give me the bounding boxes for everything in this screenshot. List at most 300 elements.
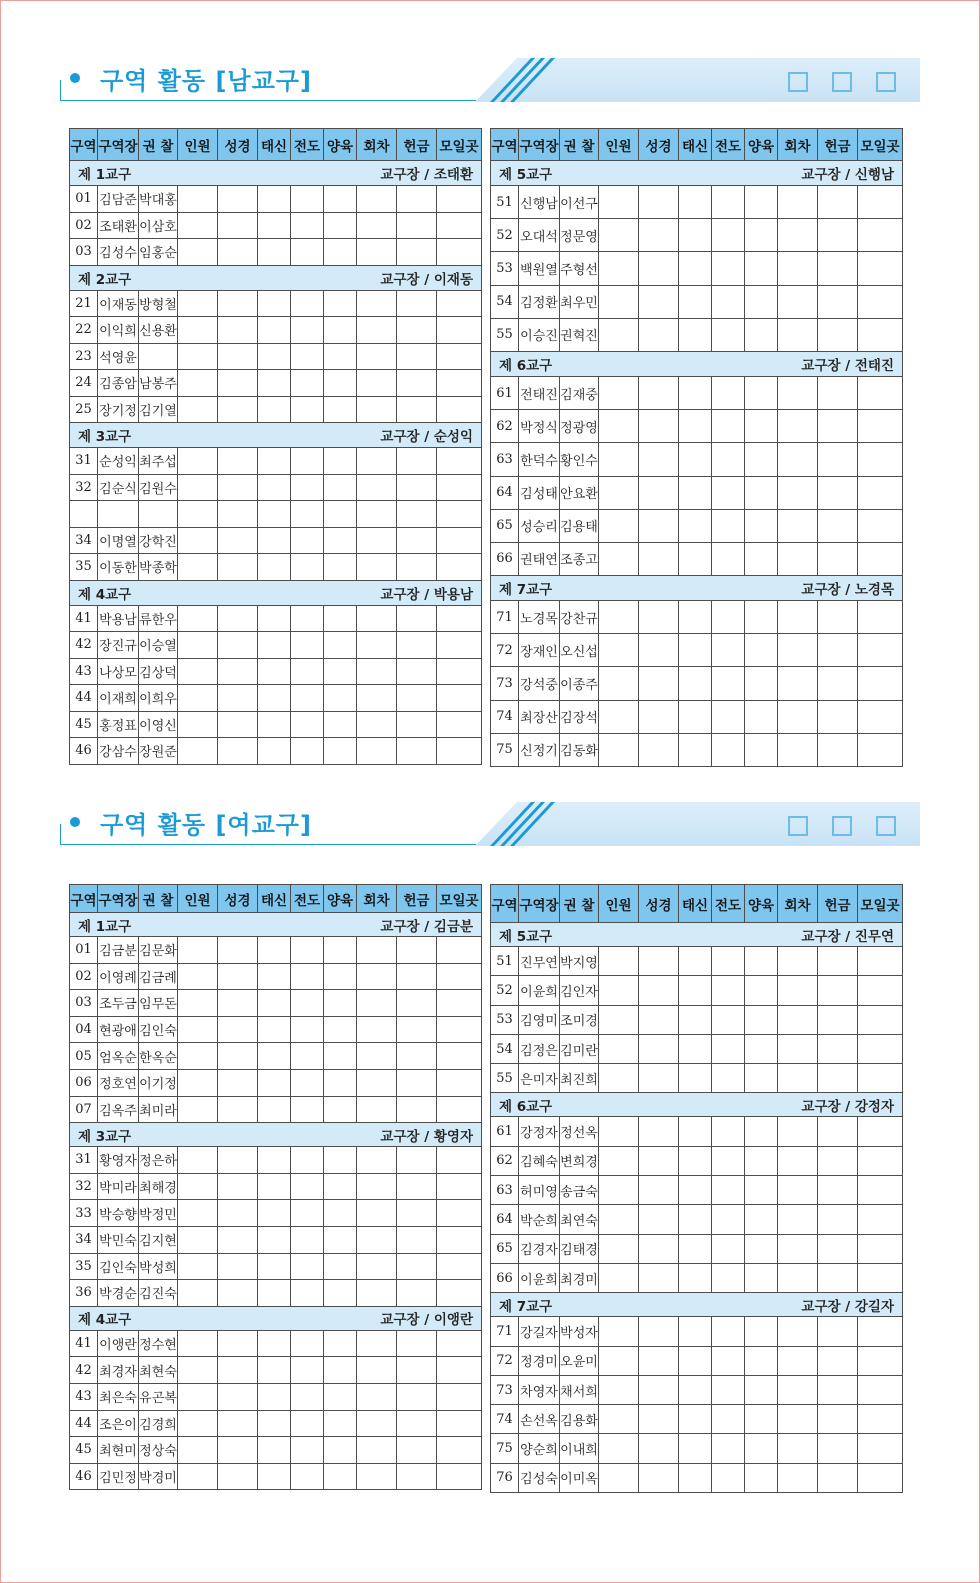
entry-cell[interactable]	[599, 733, 639, 766]
entry-cell[interactable]	[778, 1205, 818, 1234]
entry-cell[interactable]	[357, 1330, 397, 1357]
entry-cell[interactable]	[778, 700, 818, 733]
entry-cell[interactable]	[712, 252, 745, 285]
entry-cell[interactable]	[712, 947, 745, 976]
entry-cell[interactable]	[291, 738, 324, 765]
entry-cell[interactable]	[397, 711, 437, 738]
entry-cell[interactable]	[679, 1034, 712, 1063]
entry-cell[interactable]	[397, 1253, 437, 1280]
entry-cell[interactable]	[858, 1117, 903, 1146]
entry-cell[interactable]	[397, 1463, 437, 1490]
entry-cell[interactable]	[858, 443, 903, 476]
entry-cell[interactable]	[745, 476, 778, 509]
entry-cell[interactable]	[218, 1043, 258, 1070]
entry-cell[interactable]	[178, 1463, 218, 1490]
entry-cell[interactable]	[818, 667, 858, 700]
entry-cell[interactable]	[291, 212, 324, 239]
entry-cell[interactable]	[639, 1463, 679, 1492]
entry-cell[interactable]	[291, 343, 324, 370]
entry-cell[interactable]	[397, 1200, 437, 1227]
entry-cell[interactable]	[745, 634, 778, 667]
entry-cell[interactable]	[357, 738, 397, 765]
entry-cell[interactable]	[291, 1069, 324, 1096]
entry-cell[interactable]	[291, 1357, 324, 1384]
entry-cell[interactable]	[357, 1226, 397, 1253]
entry-cell[interactable]	[712, 1434, 745, 1463]
entry-cell[interactable]	[357, 1043, 397, 1070]
entry-cell[interactable]	[818, 1234, 858, 1263]
entry-cell[interactable]	[599, 1034, 639, 1063]
entry-cell[interactable]	[679, 186, 712, 219]
entry-cell[interactable]	[778, 1317, 818, 1346]
entry-cell[interactable]	[679, 700, 712, 733]
entry-cell[interactable]	[437, 527, 482, 554]
entry-cell[interactable]	[858, 634, 903, 667]
entry-cell[interactable]	[324, 474, 357, 501]
entry-cell[interactable]	[178, 1226, 218, 1253]
entry-cell[interactable]	[324, 711, 357, 738]
entry-cell[interactable]	[357, 1147, 397, 1174]
entry-cell[interactable]	[818, 1317, 858, 1346]
entry-cell[interactable]	[745, 601, 778, 634]
entry-cell[interactable]	[357, 1096, 397, 1123]
entry-cell[interactable]	[357, 1200, 397, 1227]
entry-cell[interactable]	[437, 554, 482, 581]
entry-cell[interactable]	[397, 370, 437, 397]
entry-cell[interactable]	[599, 1176, 639, 1205]
entry-cell[interactable]	[258, 1069, 291, 1096]
entry-cell[interactable]	[712, 1234, 745, 1263]
entry-cell[interactable]	[818, 318, 858, 351]
entry-cell[interactable]	[291, 1200, 324, 1227]
entry-cell[interactable]	[397, 396, 437, 423]
entry-cell[interactable]	[324, 448, 357, 475]
entry-cell[interactable]	[639, 285, 679, 318]
entry-cell[interactable]	[324, 1043, 357, 1070]
entry-cell[interactable]	[397, 317, 437, 344]
entry-cell[interactable]	[324, 605, 357, 632]
entry-cell[interactable]	[437, 738, 482, 765]
entry-cell[interactable]	[639, 1064, 679, 1093]
entry-cell[interactable]	[639, 376, 679, 409]
entry-cell[interactable]	[437, 212, 482, 239]
entry-cell[interactable]	[397, 1173, 437, 1200]
entry-cell[interactable]	[599, 1146, 639, 1175]
entry-cell[interactable]	[218, 501, 258, 528]
entry-cell[interactable]	[712, 1064, 745, 1093]
entry-cell[interactable]	[818, 947, 858, 976]
entry-cell[interactable]	[397, 685, 437, 712]
entry-cell[interactable]	[218, 1200, 258, 1227]
entry-cell[interactable]	[858, 667, 903, 700]
entry-cell[interactable]	[291, 554, 324, 581]
entry-cell[interactable]	[745, 1434, 778, 1463]
entry-cell[interactable]	[858, 601, 903, 634]
entry-cell[interactable]	[818, 700, 858, 733]
entry-cell[interactable]	[712, 601, 745, 634]
entry-cell[interactable]	[745, 1263, 778, 1292]
entry-cell[interactable]	[258, 370, 291, 397]
entry-cell[interactable]	[639, 1405, 679, 1434]
entry-cell[interactable]	[357, 239, 397, 266]
entry-cell[interactable]	[639, 1117, 679, 1146]
entry-cell[interactable]	[818, 1434, 858, 1463]
entry-cell[interactable]	[778, 601, 818, 634]
entry-cell[interactable]	[258, 1200, 291, 1227]
entry-cell[interactable]	[324, 1330, 357, 1357]
entry-cell[interactable]	[437, 317, 482, 344]
entry-cell[interactable]	[818, 1405, 858, 1434]
entry-cell[interactable]	[745, 186, 778, 219]
entry-cell[interactable]	[712, 1117, 745, 1146]
entry-cell[interactable]	[218, 1463, 258, 1490]
entry-cell[interactable]	[218, 554, 258, 581]
entry-cell[interactable]	[178, 990, 218, 1017]
entry-cell[interactable]	[291, 1096, 324, 1123]
entry-cell[interactable]	[258, 1253, 291, 1280]
entry-cell[interactable]	[178, 632, 218, 659]
entry-cell[interactable]	[778, 1434, 818, 1463]
entry-cell[interactable]	[745, 1117, 778, 1146]
entry-cell[interactable]	[778, 509, 818, 542]
entry-cell[interactable]	[258, 186, 291, 213]
entry-cell[interactable]	[258, 605, 291, 632]
entry-cell[interactable]	[858, 186, 903, 219]
entry-cell[interactable]	[218, 1357, 258, 1384]
entry-cell[interactable]	[745, 667, 778, 700]
entry-cell[interactable]	[639, 318, 679, 351]
entry-cell[interactable]	[357, 212, 397, 239]
entry-cell[interactable]	[639, 947, 679, 976]
entry-cell[interactable]	[178, 1069, 218, 1096]
entry-cell[interactable]	[599, 1234, 639, 1263]
entry-cell[interactable]	[745, 1005, 778, 1034]
entry-cell[interactable]	[778, 1405, 818, 1434]
entry-cell[interactable]	[258, 1043, 291, 1070]
entry-cell[interactable]	[679, 219, 712, 252]
entry-cell[interactable]	[858, 509, 903, 542]
entry-cell[interactable]	[778, 976, 818, 1005]
entry-cell[interactable]	[639, 1146, 679, 1175]
entry-cell[interactable]	[218, 990, 258, 1017]
entry-cell[interactable]	[818, 376, 858, 409]
entry-cell[interactable]	[258, 738, 291, 765]
entry-cell[interactable]	[291, 239, 324, 266]
entry-cell[interactable]	[679, 285, 712, 318]
entry-cell[interactable]	[712, 318, 745, 351]
entry-cell[interactable]	[639, 1005, 679, 1034]
entry-cell[interactable]	[291, 1147, 324, 1174]
entry-cell[interactable]	[397, 658, 437, 685]
entry-cell[interactable]	[639, 186, 679, 219]
entry-cell[interactable]	[178, 239, 218, 266]
entry-cell[interactable]	[397, 239, 437, 266]
entry-cell[interactable]	[599, 1346, 639, 1375]
entry-cell[interactable]	[397, 554, 437, 581]
entry-cell[interactable]	[818, 1346, 858, 1375]
entry-cell[interactable]	[357, 527, 397, 554]
entry-cell[interactable]	[324, 1096, 357, 1123]
entry-cell[interactable]	[291, 448, 324, 475]
entry-cell[interactable]	[437, 501, 482, 528]
entry-cell[interactable]	[437, 937, 482, 964]
entry-cell[interactable]	[178, 685, 218, 712]
entry-cell[interactable]	[858, 376, 903, 409]
entry-cell[interactable]	[218, 448, 258, 475]
entry-cell[interactable]	[745, 1034, 778, 1063]
entry-cell[interactable]	[599, 410, 639, 443]
entry-cell[interactable]	[357, 474, 397, 501]
entry-cell[interactable]	[712, 634, 745, 667]
entry-cell[interactable]	[258, 1410, 291, 1437]
entry-cell[interactable]	[397, 963, 437, 990]
entry-cell[interactable]	[778, 542, 818, 575]
entry-cell[interactable]	[639, 443, 679, 476]
entry-cell[interactable]	[397, 1096, 437, 1123]
entry-cell[interactable]	[639, 700, 679, 733]
entry-cell[interactable]	[218, 1253, 258, 1280]
entry-cell[interactable]	[397, 1016, 437, 1043]
entry-cell[interactable]	[218, 1437, 258, 1464]
entry-cell[interactable]	[324, 212, 357, 239]
entry-cell[interactable]	[178, 1043, 218, 1070]
entry-cell[interactable]	[679, 601, 712, 634]
entry-cell[interactable]	[679, 1375, 712, 1404]
entry-cell[interactable]	[178, 1096, 218, 1123]
entry-cell[interactable]	[818, 285, 858, 318]
entry-cell[interactable]	[599, 667, 639, 700]
entry-cell[interactable]	[858, 1434, 903, 1463]
entry-cell[interactable]	[258, 632, 291, 659]
entry-cell[interactable]	[324, 527, 357, 554]
entry-cell[interactable]	[679, 509, 712, 542]
entry-cell[interactable]	[324, 632, 357, 659]
entry-cell[interactable]	[818, 252, 858, 285]
entry-cell[interactable]	[357, 1280, 397, 1307]
entry-cell[interactable]	[258, 317, 291, 344]
entry-cell[interactable]	[357, 1253, 397, 1280]
entry-cell[interactable]	[679, 410, 712, 443]
entry-cell[interactable]	[258, 474, 291, 501]
entry-cell[interactable]	[357, 1463, 397, 1490]
entry-cell[interactable]	[599, 186, 639, 219]
entry-cell[interactable]	[258, 685, 291, 712]
entry-cell[interactable]	[712, 410, 745, 443]
entry-cell[interactable]	[679, 947, 712, 976]
entry-cell[interactable]	[397, 1357, 437, 1384]
entry-cell[interactable]	[712, 1176, 745, 1205]
entry-cell[interactable]	[745, 976, 778, 1005]
entry-cell[interactable]	[745, 219, 778, 252]
entry-cell[interactable]	[178, 1357, 218, 1384]
entry-cell[interactable]	[599, 1205, 639, 1234]
entry-cell[interactable]	[258, 963, 291, 990]
entry-cell[interactable]	[291, 1016, 324, 1043]
entry-cell[interactable]	[679, 252, 712, 285]
entry-cell[interactable]	[858, 1317, 903, 1346]
entry-cell[interactable]	[778, 1034, 818, 1063]
entry-cell[interactable]	[818, 186, 858, 219]
entry-cell[interactable]	[357, 1069, 397, 1096]
entry-cell[interactable]	[858, 947, 903, 976]
entry-cell[interactable]	[357, 290, 397, 317]
entry-cell[interactable]	[218, 711, 258, 738]
entry-cell[interactable]	[324, 1383, 357, 1410]
entry-cell[interactable]	[218, 605, 258, 632]
entry-cell[interactable]	[778, 1005, 818, 1034]
entry-cell[interactable]	[818, 219, 858, 252]
entry-cell[interactable]	[599, 252, 639, 285]
entry-cell[interactable]	[291, 990, 324, 1017]
entry-cell[interactable]	[397, 632, 437, 659]
entry-cell[interactable]	[218, 290, 258, 317]
entry-cell[interactable]	[745, 318, 778, 351]
entry-cell[interactable]	[437, 343, 482, 370]
entry-cell[interactable]	[712, 1375, 745, 1404]
entry-cell[interactable]	[858, 476, 903, 509]
entry-cell[interactable]	[258, 711, 291, 738]
entry-cell[interactable]	[818, 733, 858, 766]
entry-cell[interactable]	[397, 1069, 437, 1096]
entry-cell[interactable]	[178, 554, 218, 581]
entry-cell[interactable]	[437, 605, 482, 632]
entry-cell[interactable]	[397, 1043, 437, 1070]
entry-cell[interactable]	[397, 212, 437, 239]
entry-cell[interactable]	[178, 1016, 218, 1043]
entry-cell[interactable]	[437, 1410, 482, 1437]
entry-cell[interactable]	[858, 1263, 903, 1292]
entry-cell[interactable]	[858, 733, 903, 766]
entry-cell[interactable]	[639, 733, 679, 766]
entry-cell[interactable]	[679, 476, 712, 509]
entry-cell[interactable]	[745, 542, 778, 575]
entry-cell[interactable]	[858, 219, 903, 252]
entry-cell[interactable]	[218, 632, 258, 659]
entry-cell[interactable]	[599, 219, 639, 252]
entry-cell[interactable]	[291, 1226, 324, 1253]
entry-cell[interactable]	[712, 285, 745, 318]
entry-cell[interactable]	[324, 1173, 357, 1200]
entry-cell[interactable]	[778, 1463, 818, 1492]
entry-cell[interactable]	[178, 658, 218, 685]
entry-cell[interactable]	[778, 443, 818, 476]
entry-cell[interactable]	[397, 448, 437, 475]
entry-cell[interactable]	[397, 527, 437, 554]
entry-cell[interactable]	[745, 509, 778, 542]
entry-cell[interactable]	[778, 285, 818, 318]
entry-cell[interactable]	[324, 685, 357, 712]
entry-cell[interactable]	[745, 1463, 778, 1492]
entry-cell[interactable]	[778, 1346, 818, 1375]
entry-cell[interactable]	[178, 1147, 218, 1174]
entry-cell[interactable]	[218, 239, 258, 266]
entry-cell[interactable]	[218, 370, 258, 397]
entry-cell[interactable]	[858, 542, 903, 575]
entry-cell[interactable]	[178, 1383, 218, 1410]
entry-cell[interactable]	[639, 542, 679, 575]
entry-cell[interactable]	[291, 1437, 324, 1464]
entry-cell[interactable]	[437, 1200, 482, 1227]
entry-cell[interactable]	[357, 990, 397, 1017]
entry-cell[interactable]	[599, 443, 639, 476]
entry-cell[interactable]	[324, 1069, 357, 1096]
entry-cell[interactable]	[324, 738, 357, 765]
entry-cell[interactable]	[218, 738, 258, 765]
entry-cell[interactable]	[258, 448, 291, 475]
entry-cell[interactable]	[178, 474, 218, 501]
entry-cell[interactable]	[291, 317, 324, 344]
entry-cell[interactable]	[357, 937, 397, 964]
entry-cell[interactable]	[357, 317, 397, 344]
entry-cell[interactable]	[218, 1069, 258, 1096]
entry-cell[interactable]	[178, 186, 218, 213]
entry-cell[interactable]	[639, 601, 679, 634]
entry-cell[interactable]	[437, 1330, 482, 1357]
entry-cell[interactable]	[178, 1437, 218, 1464]
entry-cell[interactable]	[712, 667, 745, 700]
entry-cell[interactable]	[178, 1173, 218, 1200]
entry-cell[interactable]	[599, 318, 639, 351]
entry-cell[interactable]	[679, 1205, 712, 1234]
entry-cell[interactable]	[218, 1383, 258, 1410]
entry-cell[interactable]	[599, 634, 639, 667]
entry-cell[interactable]	[258, 1226, 291, 1253]
entry-cell[interactable]	[745, 1146, 778, 1175]
entry-cell[interactable]	[291, 1280, 324, 1307]
entry-cell[interactable]	[858, 1005, 903, 1034]
entry-cell[interactable]	[437, 1357, 482, 1384]
entry-cell[interactable]	[291, 1173, 324, 1200]
entry-cell[interactable]	[712, 733, 745, 766]
entry-cell[interactable]	[258, 658, 291, 685]
entry-cell[interactable]	[639, 252, 679, 285]
entry-cell[interactable]	[397, 1280, 437, 1307]
entry-cell[interactable]	[258, 212, 291, 239]
entry-cell[interactable]	[679, 376, 712, 409]
entry-cell[interactable]	[818, 1205, 858, 1234]
entry-cell[interactable]	[858, 1375, 903, 1404]
entry-cell[interactable]	[324, 963, 357, 990]
entry-cell[interactable]	[178, 963, 218, 990]
entry-cell[interactable]	[858, 285, 903, 318]
entry-cell[interactable]	[397, 738, 437, 765]
entry-cell[interactable]	[218, 527, 258, 554]
entry-cell[interactable]	[291, 501, 324, 528]
entry-cell[interactable]	[778, 667, 818, 700]
entry-cell[interactable]	[258, 990, 291, 1017]
entry-cell[interactable]	[291, 1043, 324, 1070]
entry-cell[interactable]	[712, 1346, 745, 1375]
entry-cell[interactable]	[178, 343, 218, 370]
entry-cell[interactable]	[324, 370, 357, 397]
entry-cell[interactable]	[818, 410, 858, 443]
entry-cell[interactable]	[218, 937, 258, 964]
entry-cell[interactable]	[437, 1173, 482, 1200]
entry-cell[interactable]	[712, 1317, 745, 1346]
entry-cell[interactable]	[218, 1096, 258, 1123]
entry-cell[interactable]	[437, 1096, 482, 1123]
entry-cell[interactable]	[258, 527, 291, 554]
entry-cell[interactable]	[218, 658, 258, 685]
entry-cell[interactable]	[639, 1234, 679, 1263]
entry-cell[interactable]	[324, 658, 357, 685]
entry-cell[interactable]	[818, 976, 858, 1005]
entry-cell[interactable]	[291, 1463, 324, 1490]
entry-cell[interactable]	[437, 448, 482, 475]
entry-cell[interactable]	[258, 290, 291, 317]
entry-cell[interactable]	[258, 1096, 291, 1123]
entry-cell[interactable]	[712, 443, 745, 476]
